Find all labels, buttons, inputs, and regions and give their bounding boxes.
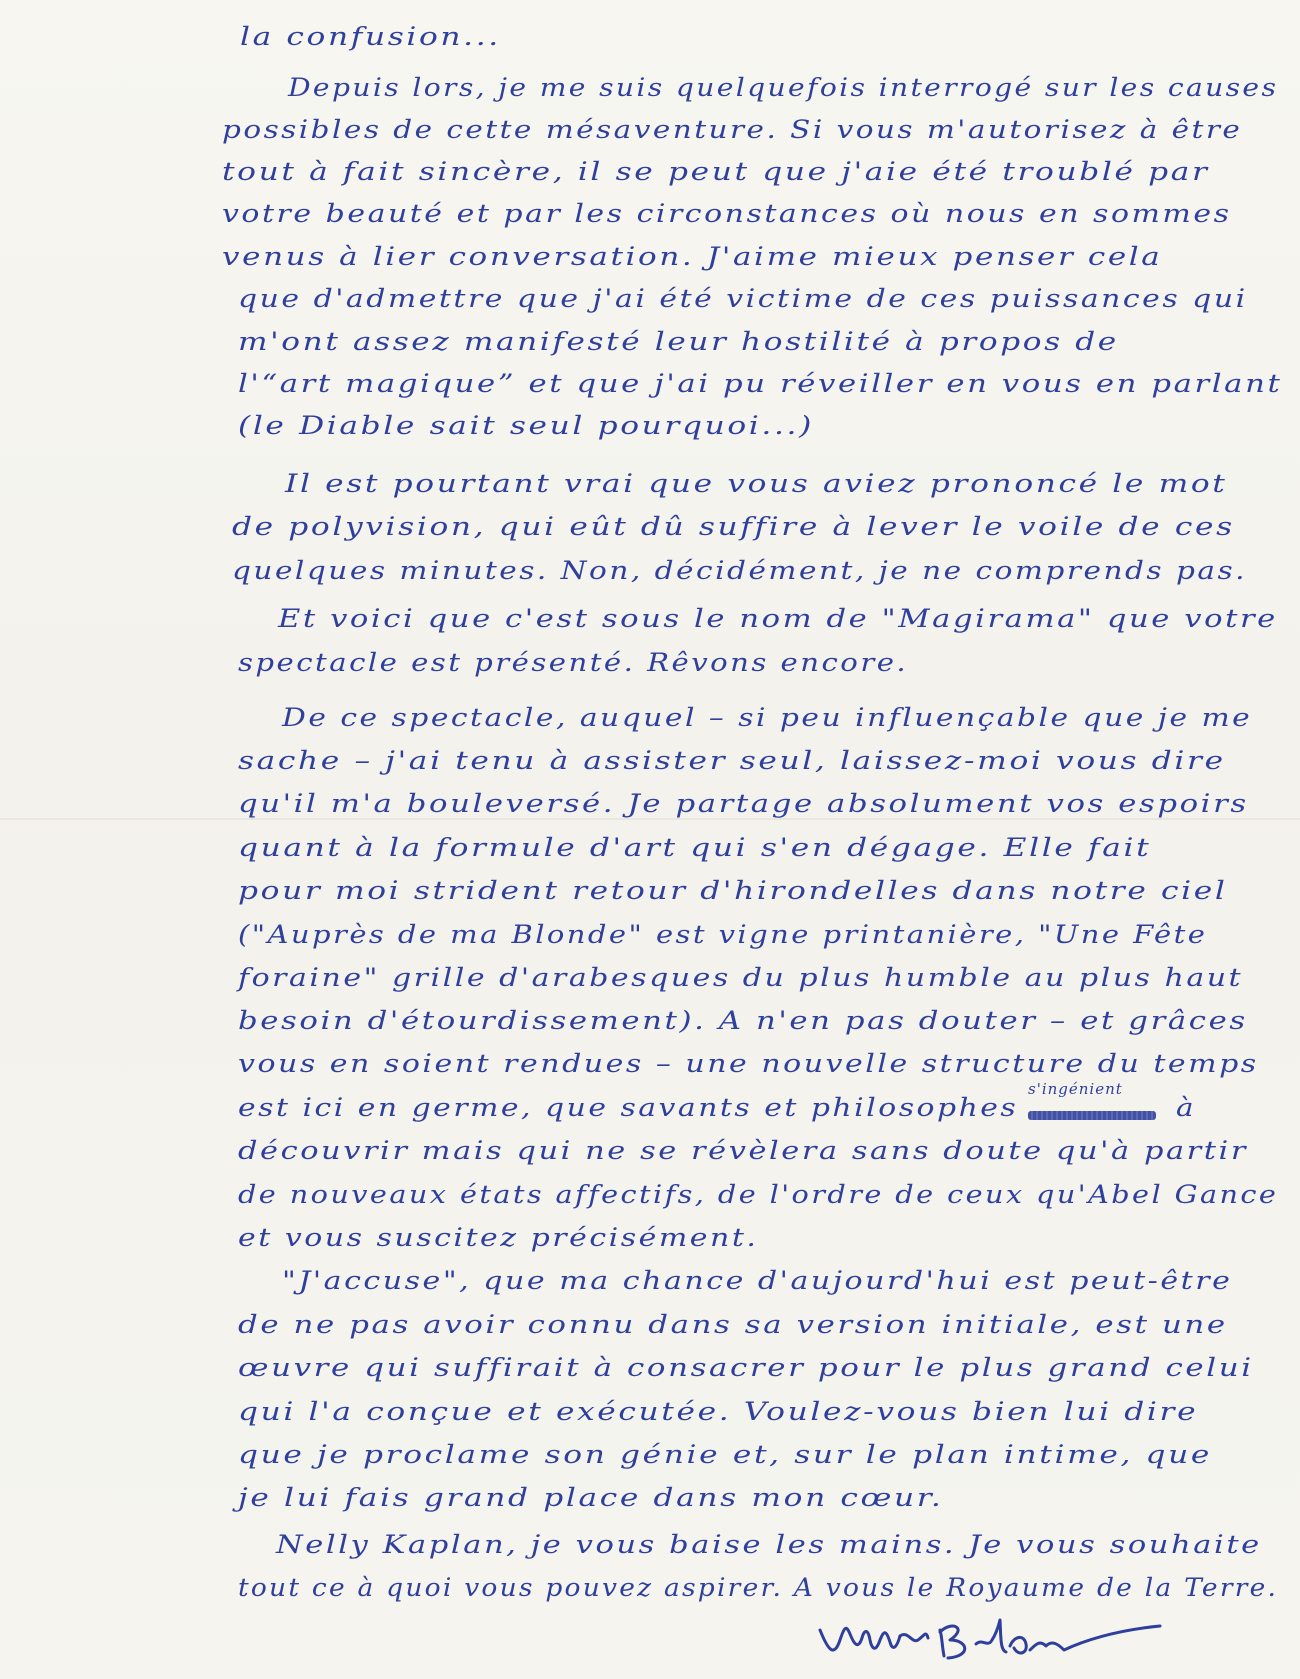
letter-line: pour moi strident retour d'hirondelles dans notre ciel	[238, 876, 1228, 905]
letter-line: de ne pas avoir connu dans sa version initiale, est une	[238, 1310, 1228, 1339]
letter-line: Nelly Kaplan, je vous baise les mains. Je vous souhaite	[276, 1530, 1262, 1559]
letter-line: Depuis lors, je me suis quelquefois interrogé sur les causes	[288, 73, 1279, 102]
letter-line: que je proclame son génie et, sur le plan intime, que	[238, 1440, 1213, 1469]
letter-line: je lui fais grand place dans mon cœur.	[238, 1483, 944, 1512]
letter-line: qu'il m'a bouleversé. Je partage absolument vos espoirs	[238, 789, 1249, 818]
letter-line: m'ont assez manifesté leur hostilité à propos de	[238, 327, 1119, 356]
letter-line: de nouveaux états affectifs, de l'ordre de ceux qu'Abel Gance	[238, 1180, 1279, 1209]
letter-line: tout ce à quoi vous pouvez aspirer. A vous le Royaume de la Terre.	[238, 1573, 1279, 1602]
letter-line: que d'admettre que j'ai été victime de ces puissances qui	[238, 284, 1248, 313]
letter-line: foraine" grille d'arabesques du plus humble au plus haut	[238, 963, 1244, 992]
letter-line: spectacle est présenté. Rêvons encore.	[238, 648, 909, 677]
letter-line: besoin d'étourdissement). A n'en pas douter – et grâces	[238, 1006, 1248, 1035]
letter-line: quelques minutes. Non, décidément, je ne comprends pas.	[232, 556, 1248, 585]
letter-line: Il est pourtant vrai que vous aviez prononcé le mot	[285, 469, 1228, 498]
letter-line: l'“art magique” et que j'ai pu réveiller en vous en parlant	[238, 369, 1283, 398]
letter-line: est ici en germe, que savants et philosophes	[238, 1093, 1019, 1122]
letter-line: venus à lier conversation. J'aime mieux penser cela	[222, 242, 1163, 271]
inserted-word: s'ingénient	[1028, 1080, 1123, 1098]
letter-line: découvrir mais qui ne se révèlera sans doute qu'à partir	[238, 1136, 1248, 1165]
letter-line: œuvre qui suffirait à consacrer pour le plus grand celui	[238, 1353, 1254, 1382]
letter-line: (le Diable sait seul pourquoi...)	[238, 411, 814, 440]
letter-line: votre beauté et par les circonstances où nous en sommes	[222, 199, 1232, 228]
letter-line: Et voici que c'est sous le nom de "Magirama" que votre	[278, 604, 1278, 633]
letter-line: la confusion...	[240, 22, 501, 51]
letter-line: qui l'a conçue et exécutée. Voulez-vous bien lui dire	[238, 1397, 1199, 1426]
letter-line: vous en soient rendues – une nouvelle structure du temps	[238, 1049, 1259, 1078]
letter-line: tout à fait sincère, il se peut que j'aie été troublé par	[222, 157, 1210, 186]
letter-line: De ce spectacle, auquel – si peu influençable que je me	[282, 703, 1253, 732]
struck-out-word	[1028, 1111, 1156, 1120]
signature	[800, 1600, 1220, 1670]
letter-line: ("Auprès de ma Blonde" est vigne printanière, "Une Fête	[238, 920, 1208, 949]
letter-line: possibles de cette mésaventure. Si vous m'autorisez à être	[222, 115, 1243, 144]
letter-line-end: à	[1176, 1093, 1197, 1122]
letter-line: sache – j'ai tenu à assister seul, laissez-moi vous dire	[238, 746, 1226, 775]
letter-line: "J'accuse", que ma chance d'aujourd'hui est peut-être	[282, 1266, 1233, 1295]
letter-line: quant à la formule d'art qui s'en dégage. Elle fait	[238, 833, 1152, 862]
letter-line: de polyvision, qui eût dû suffire à lever le voile de ces	[232, 512, 1235, 541]
letter-line: et vous suscitez précisément.	[238, 1223, 759, 1252]
